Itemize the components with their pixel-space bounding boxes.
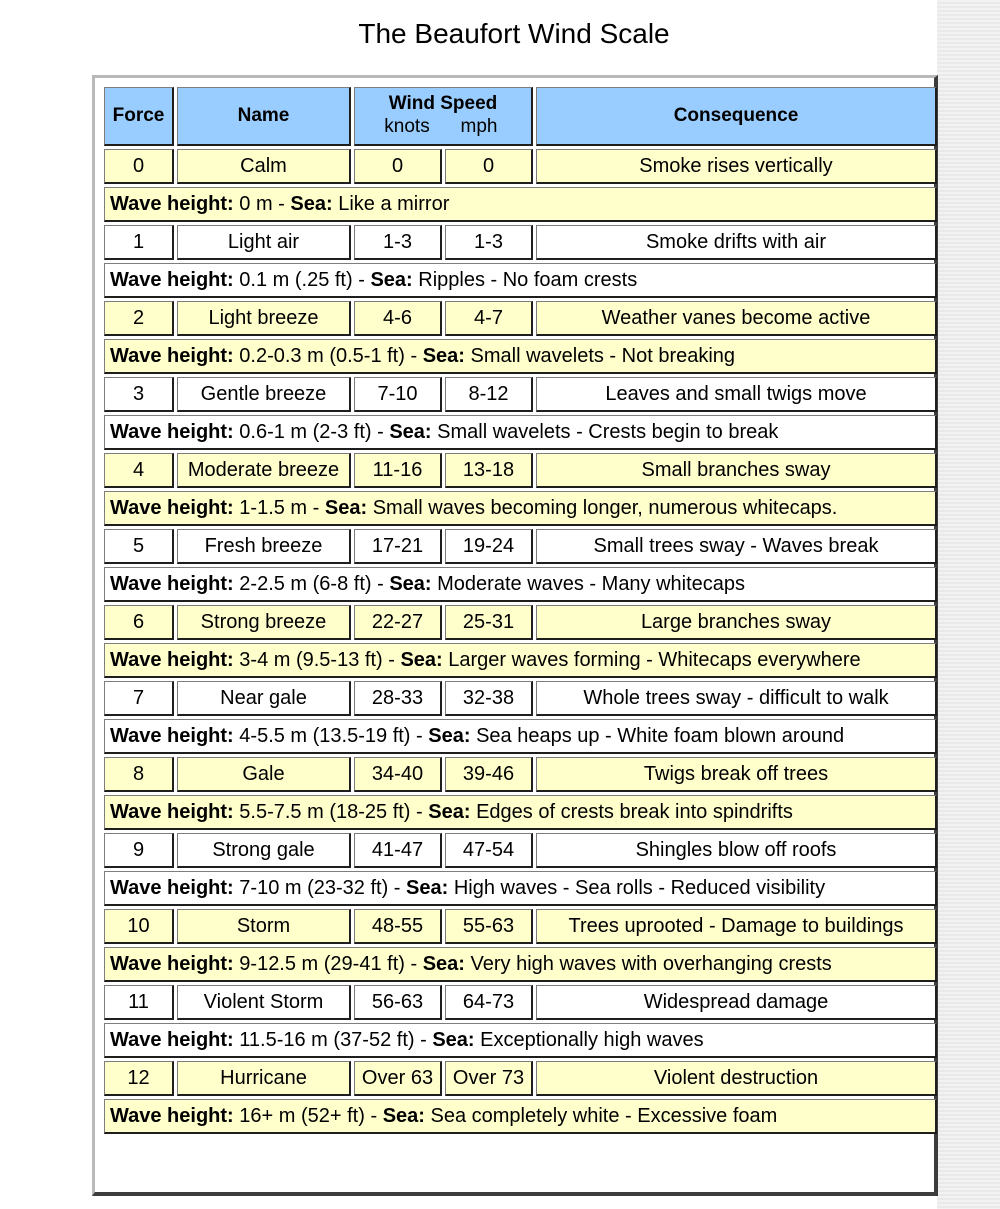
- table-row: [104, 605, 937, 640]
- cell-name: Light breeze: [177, 301, 351, 336]
- cell-knots: 0: [354, 149, 442, 184]
- header-force: Force: [104, 87, 174, 146]
- page-title: The Beaufort Wind Scale: [358, 18, 670, 49]
- wave-height-value: 0.1 m (.25 ft): [239, 268, 353, 291]
- wave-row: [104, 1099, 937, 1134]
- wave-height-value: 0.6-1 m (2-3 ft): [239, 420, 372, 443]
- wave-height-label: Wave height:: [110, 724, 234, 747]
- cell-consequence: Twigs break off trees: [536, 757, 937, 792]
- wave-row: [104, 187, 937, 222]
- table-row: [104, 833, 937, 868]
- wave-description: Wave height: 5.5-7.5 m (18-25 ft) - Sea: Edges of crests break into spindrifts: [104, 795, 937, 830]
- cell-force: 10: [104, 909, 174, 944]
- cell-name: Near gale: [177, 681, 351, 716]
- wave-height-label: Wave height:: [110, 496, 234, 519]
- sea-label: Sea:: [428, 724, 471, 747]
- wave-description: Wave height: 4-5.5 m (13.5-19 ft) - Sea: Sea heaps up - White foam blown around: [104, 719, 937, 754]
- wave-height-value: 16+ m (52+ ft): [239, 1104, 365, 1127]
- cell-force: 9: [104, 833, 174, 868]
- wave-row: [104, 567, 937, 602]
- cell-consequence: Small trees sway - Waves break: [536, 529, 937, 564]
- cell-mph: 47-54: [445, 833, 533, 868]
- header-knots: knots: [384, 116, 430, 137]
- sea-value: Like a mirror: [338, 192, 450, 215]
- cell-force: 8: [104, 757, 174, 792]
- sea-label: Sea:: [422, 952, 465, 975]
- sea-value: Small wavelets - Crests begin to break: [437, 420, 779, 443]
- table-row: [104, 453, 937, 488]
- cell-knots: 22-27: [354, 605, 442, 640]
- cell-force: 1: [104, 225, 174, 260]
- wave-row: [104, 1023, 937, 1058]
- wave-height-label: Wave height:: [110, 800, 234, 823]
- cell-force: 3: [104, 377, 174, 412]
- cell-knots: 34-40: [354, 757, 442, 792]
- cell-force: 0: [104, 149, 174, 184]
- wave-height-value: 11.5-16 m (37-52 ft): [239, 1028, 415, 1051]
- wave-row: [104, 871, 937, 906]
- table-row: [104, 149, 937, 184]
- wave-height-value: 0.2-0.3 m (0.5-1 ft): [239, 344, 405, 367]
- cell-mph: 4-7: [445, 301, 533, 336]
- cell-force: 4: [104, 453, 174, 488]
- cell-name: Calm: [177, 149, 351, 184]
- wave-height-value: 3-4 m (9.5-13 ft): [239, 648, 383, 671]
- wave-row: [104, 719, 937, 754]
- sea-value: Small wavelets - Not breaking: [470, 344, 736, 367]
- table-row: [104, 757, 937, 792]
- sea-label: Sea:: [428, 800, 471, 823]
- table-row: [104, 985, 937, 1020]
- wave-description: Wave height: 0.1 m (.25 ft) - Sea: Ripples - No foam crests: [104, 263, 937, 298]
- wave-description: Wave height: 7-10 m (23-32 ft) - Sea: High waves - Sea rolls - Reduced visibility: [104, 871, 937, 906]
- cell-knots: 4-6: [354, 301, 442, 336]
- wave-height-label: Wave height:: [110, 572, 234, 595]
- wave-description: Wave height: 3-4 m (9.5-13 ft) - Sea: Larger waves forming - Whitecaps everywhere: [104, 643, 937, 678]
- sea-label: Sea:: [422, 344, 465, 367]
- wave-row: [104, 643, 937, 678]
- wave-height-label: Wave height:: [110, 876, 234, 899]
- sea-label: Sea:: [389, 420, 432, 443]
- cell-consequence: Weather vanes become active: [536, 301, 937, 336]
- cell-mph: 39-46: [445, 757, 533, 792]
- sea-label: Sea:: [400, 648, 443, 671]
- cell-mph: 25-31: [445, 605, 533, 640]
- cell-mph: 55-63: [445, 909, 533, 944]
- sea-value: Larger waves forming - Whitecaps everywhere: [448, 648, 861, 671]
- sea-value: Sea heaps up - White foam blown around: [476, 724, 845, 747]
- cell-consequence: Trees uprooted - Damage to buildings: [536, 909, 937, 944]
- cell-name: Strong breeze: [177, 605, 351, 640]
- wave-height-label: Wave height:: [110, 344, 234, 367]
- wave-row: [104, 415, 937, 450]
- cell-name: Light air: [177, 225, 351, 260]
- sea-label: Sea:: [406, 876, 449, 899]
- wave-height-label: Wave height:: [110, 192, 234, 215]
- cell-mph: 64-73: [445, 985, 533, 1020]
- sea-value: Ripples - No foam crests: [418, 268, 638, 291]
- cell-name: Violent Storm: [177, 985, 351, 1020]
- sea-label: Sea:: [382, 1104, 425, 1127]
- cell-force: 6: [104, 605, 174, 640]
- cell-name: Strong gale: [177, 833, 351, 868]
- cell-mph: 32-38: [445, 681, 533, 716]
- cell-name: Storm: [177, 909, 351, 944]
- cell-force: 7: [104, 681, 174, 716]
- header-wind-speed-units: [359, 115, 527, 139]
- sea-value: Edges of crests break into spindrifts: [476, 800, 793, 823]
- wave-height-label: Wave height:: [110, 1028, 234, 1051]
- wave-description: Wave height: 16+ m (52+ ft) - Sea: Sea completely white - Excessive foam: [104, 1099, 937, 1134]
- wave-height-value: 2-2.5 m (6-8 ft): [239, 572, 372, 595]
- sea-value: Small waves becoming longer, numerous whitecaps.: [372, 496, 838, 519]
- header-consequence: Consequence: [536, 87, 937, 146]
- wave-row: [104, 339, 937, 374]
- cell-consequence: Leaves and small twigs move: [536, 377, 937, 412]
- header-name: Name: [177, 87, 351, 146]
- table-header-row: [104, 87, 937, 146]
- header-wind-speed-title: Wind Speed: [388, 93, 498, 114]
- cell-name: Fresh breeze: [177, 529, 351, 564]
- sea-value: Very high waves with overhanging crests: [470, 952, 832, 975]
- cell-knots: 1-3: [354, 225, 442, 260]
- wave-row: [104, 491, 937, 526]
- cell-consequence: Small branches sway: [536, 453, 937, 488]
- cell-consequence: Large branches sway: [536, 605, 937, 640]
- cell-consequence: Whole trees sway - difficult to walk: [536, 681, 937, 716]
- sea-label: Sea:: [370, 268, 413, 291]
- sea-label: Sea:: [389, 572, 432, 595]
- wave-description: Wave height: 0 m - Sea: Like a mirror: [104, 187, 937, 222]
- cell-mph: 13-18: [445, 453, 533, 488]
- table-row: [104, 225, 937, 260]
- wave-height-value: 1-1.5 m: [239, 496, 308, 519]
- wave-height-value: 9-12.5 m (29-41 ft): [239, 952, 405, 975]
- table-frame: [92, 75, 938, 1196]
- wave-height-label: Wave height:: [110, 648, 234, 671]
- wave-height-value: 7-10 m (23-32 ft): [239, 876, 389, 899]
- sea-value: Moderate waves - Many whitecaps: [437, 572, 746, 595]
- table-row: [104, 681, 937, 716]
- cell-knots: 48-55: [354, 909, 442, 944]
- sea-value: Exceptionally high waves: [480, 1028, 704, 1051]
- table-row: [104, 377, 937, 412]
- wave-description: Wave height: 0.6-1 m (2-3 ft) - Sea: Small wavelets - Crests begin to break: [104, 415, 937, 450]
- wave-description: Wave height: 2-2.5 m (6-8 ft) - Sea: Moderate waves - Many whitecaps: [104, 567, 937, 602]
- cell-consequence: Smoke drifts with air: [536, 225, 937, 260]
- cell-mph: 19-24: [445, 529, 533, 564]
- sea-label: Sea:: [290, 192, 333, 215]
- wave-height-label: Wave height:: [110, 952, 234, 975]
- cell-name: Gale: [177, 757, 351, 792]
- beaufort-table: [101, 84, 940, 1137]
- wave-row: [104, 263, 937, 298]
- cell-force: 2: [104, 301, 174, 336]
- sea-label: Sea:: [324, 496, 368, 519]
- wave-description: Wave height: 11.5-16 m (37-52 ft) - Sea: Exceptionally high waves: [104, 1023, 937, 1058]
- header-wind-speed: [354, 87, 533, 146]
- cell-consequence: Widespread damage: [536, 985, 937, 1020]
- cell-knots: 11-16: [354, 453, 442, 488]
- cell-force: 11: [104, 985, 174, 1020]
- wave-row: [104, 947, 937, 982]
- wave-height-label: Wave height:: [110, 1104, 234, 1127]
- wave-description: Wave height: 1-1.5 m - Sea: Small waves becoming longer, numerous whitecaps.: [104, 491, 937, 526]
- table-row: [104, 1061, 937, 1096]
- wave-height-value: 5.5-7.5 m (18-25 ft): [239, 800, 411, 823]
- cell-knots: Over 63: [354, 1061, 442, 1096]
- sea-label: Sea:: [432, 1028, 475, 1051]
- wave-height-value: 4-5.5 m (13.5-19 ft): [239, 724, 411, 747]
- background-strip: [937, 0, 1000, 1209]
- table-row: [104, 301, 937, 336]
- cell-consequence: Violent destruction: [536, 1061, 937, 1096]
- wave-height-value: 0 m: [239, 192, 273, 215]
- cell-consequence: Shingles blow off roofs: [536, 833, 937, 868]
- wave-description: Wave height: 0.2-0.3 m (0.5-1 ft) - Sea: Small wavelets - Not breaking: [104, 339, 937, 374]
- cell-force: 5: [104, 529, 174, 564]
- cell-knots: 56-63: [354, 985, 442, 1020]
- cell-name: Hurricane: [177, 1061, 351, 1096]
- cell-mph: 1-3: [445, 225, 533, 260]
- cell-knots: 41-47: [354, 833, 442, 868]
- cell-name: Gentle breeze: [177, 377, 351, 412]
- wave-height-label: Wave height:: [110, 420, 234, 443]
- cell-knots: 7-10: [354, 377, 442, 412]
- header-mph: mph: [460, 116, 498, 137]
- cell-mph: Over 73: [445, 1061, 533, 1096]
- table-row: [104, 909, 937, 944]
- cell-name: Moderate breeze: [177, 453, 351, 488]
- wave-row: [104, 795, 937, 830]
- cell-mph: 8-12: [445, 377, 533, 412]
- table-row: [104, 529, 937, 564]
- cell-mph: 0: [445, 149, 533, 184]
- wave-height-label: Wave height:: [110, 268, 234, 291]
- cell-force: 12: [104, 1061, 174, 1096]
- wave-description: Wave height: 9-12.5 m (29-41 ft) - Sea: Very high waves with overhanging crests: [104, 947, 937, 982]
- sea-value: Sea completely white - Excessive foam: [430, 1104, 778, 1127]
- sea-value: High waves - Sea rolls - Reduced visibility: [453, 876, 826, 899]
- cell-consequence: Smoke rises vertically: [536, 149, 937, 184]
- cell-knots: 28-33: [354, 681, 442, 716]
- cell-knots: 17-21: [354, 529, 442, 564]
